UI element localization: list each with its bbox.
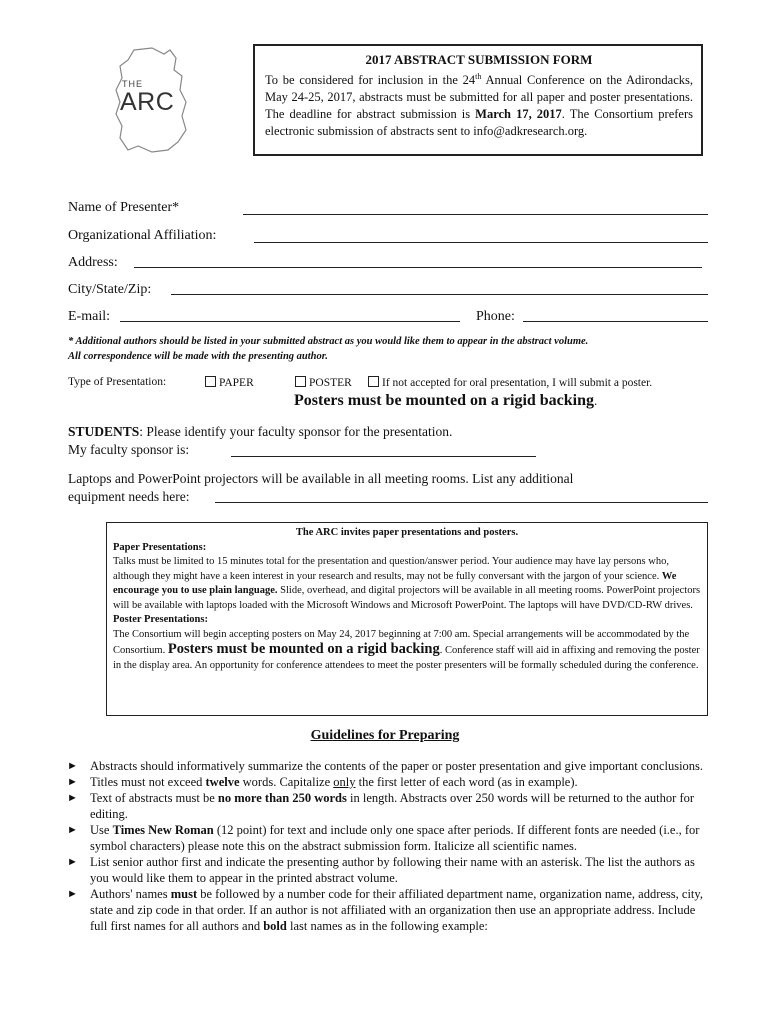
plain-language-note: We encourage you to use plain language. — [113, 570, 677, 596]
header-box — [253, 44, 703, 156]
arrow-icon: ► — [67, 856, 78, 868]
sponsor-field[interactable] — [231, 456, 536, 457]
guideline-item — [66, 886, 706, 934]
guideline-bold: no more than 250 words — [217, 791, 347, 805]
info-title: The ARC invites paper presentations and posters. — [295, 527, 519, 538]
poster-option[interactable] — [295, 376, 352, 389]
poster-presentations-heading: Poster Presentations: — [113, 614, 208, 625]
guidelines-title: Guidelines for Preparing — [310, 728, 460, 743]
name-field[interactable] — [243, 214, 708, 215]
poster-text-b: . Conference staff will aid in affixing and removing the poster in the display area. An opportunity for conference attendees to meet the poster presenters will be formally scheduled during the conference. — [113, 645, 700, 671]
guideline-text: in length. Abstracts over 250 words will be returned to the author for editing. — [90, 791, 695, 821]
phone-field[interactable] — [523, 321, 708, 322]
poster-notice-end: . — [594, 393, 598, 408]
email-label: E-mail: — [68, 309, 110, 324]
guideline-text: be followed by a number code for their affiliated department name, organization name, address, city, state and zip code in that order. If an author is not affiliated with an organization then use an appropriate address. Include full first names for all authors and — [90, 887, 703, 933]
header-text-sup: th — [475, 72, 482, 81]
arrow-icon: ► — [67, 760, 78, 772]
paper-text-b: Slide, overhead, and digital projectors will be available in all meeting rooms. PowerPoint projectors will be available with laptops loaded with the Microsoft Windows and Microsoft PowerPoint. The laptops will have DVD/CD-RW drives. — [113, 585, 701, 611]
oral-fallback-checkbox[interactable] — [368, 376, 379, 387]
paper-option[interactable] — [205, 376, 254, 389]
guideline-text: List senior author first and indicate the presenting author by following their name with an asterisk. The list the authors as you would like them to appear in the printed abstract volume. — [90, 855, 695, 885]
guideline-text: Abstracts should informatively summarize the contents of the paper or poster presentation and give important conclusions. — [90, 759, 704, 773]
students-line — [68, 423, 452, 441]
guideline-text: words. Capitalize — [239, 775, 334, 789]
logo-the: THE — [122, 79, 143, 89]
authors-note-line2: All correspondence will be made with the presenting author. — [68, 351, 328, 362]
guideline-bold: Times New Roman — [112, 823, 214, 837]
header-text-c: . The Consortium prefers electronic submission of abstracts sent to info@adkresearch.org. — [265, 107, 693, 139]
affiliation-field[interactable] — [254, 242, 708, 243]
guideline-text: Titles must not exceed — [90, 775, 206, 789]
arrow-icon: ► — [67, 776, 78, 788]
form-title: 2017 ABSTRACT SUBMISSION FORM — [365, 52, 593, 67]
poster-rigid-backing: Posters must be mounted on a rigid backing — [167, 641, 440, 657]
arrow-icon: ► — [67, 824, 78, 836]
guideline-item — [66, 774, 706, 790]
arc-logo — [112, 46, 190, 154]
paper-text-a: Talks must be limited to 15 minutes total for the presentation and question/answer period. Your audience may have lay persons who, although they might have a keen interest in your research and results, may not be fully conversant with the jargon of your science. — [113, 556, 669, 582]
equipment-field[interactable] — [215, 502, 708, 503]
poster-text-a: The Consortium will begin accepting posters on May 24, 2017 beginning at 7:00 am. Special arrangements will be accommodated by the Consortium. — [113, 628, 690, 656]
city-state-zip-label: City/State/Zip: — [68, 282, 152, 297]
equipment-label: equipment needs here: — [68, 489, 190, 504]
paper-checkbox[interactable] — [205, 376, 216, 387]
address-label: Address: — [68, 255, 118, 270]
logo-arc: ARC — [120, 88, 175, 116]
guideline-bold: bold — [263, 919, 287, 933]
address-field[interactable] — [134, 267, 702, 268]
oral-fallback-label: If not accepted for oral presentation, I will submit a poster. — [382, 377, 653, 389]
guideline-text: Use — [90, 823, 113, 837]
authors-note-line1: * Additional authors should be listed in your submitted abstract as you would like them to appear in the abstract volume. — [68, 336, 589, 347]
presentation-info-box — [106, 522, 708, 716]
guideline-text: the first letter of each word (as in example). — [355, 775, 578, 789]
arrow-icon: ► — [67, 792, 78, 804]
guideline-bold: must — [170, 887, 198, 901]
affiliation-label: Organizational Affiliation: — [68, 228, 217, 243]
paper-presentations-heading: Paper Presentations: — [113, 541, 207, 553]
name-label: Name of Presenter* — [68, 200, 180, 215]
students-bold: STUDENTS — [68, 424, 140, 439]
guideline-bold: twelve — [205, 775, 240, 789]
authors-note — [68, 334, 718, 364]
guideline-text: Text of abstracts must be — [90, 791, 218, 805]
header-text-b: Annual Conference on the Adirondacks, May 24-25, 2017, abstracts must be submitted for all paper and poster presentations. The deadline for abstract submission is — [265, 73, 693, 122]
students-text: : Please identify your faculty sponsor for the presentation. — [139, 424, 453, 439]
poster-notice — [294, 392, 597, 410]
poster-checkbox[interactable] — [295, 376, 306, 387]
deadline: March 17, 2017 — [475, 107, 562, 122]
arrow-icon: ► — [67, 888, 78, 900]
poster-option-label: POSTER — [309, 377, 352, 389]
guideline-underline: only — [333, 775, 356, 789]
guideline-text: Authors' names — [90, 887, 171, 901]
sponsor-label: My faculty sponsor is: — [68, 442, 190, 457]
phone-label: Phone: — [476, 309, 515, 324]
oral-fallback-option[interactable] — [368, 376, 652, 389]
header-text-a: To be considered for inclusion in the 24 — [265, 73, 476, 88]
guideline-item — [66, 758, 706, 774]
presentation-type-label: Type of Presentation: — [68, 376, 167, 388]
poster-notice-text: Posters must be mounted on a rigid backing — [294, 392, 595, 409]
equipment-line1: Laptops and PowerPoint projectors will be available in all meeting rooms. List any additional — [68, 471, 574, 486]
paper-presentations-text — [113, 555, 701, 613]
header-description — [265, 68, 693, 140]
guideline-item — [66, 790, 706, 822]
email-field[interactable] — [120, 321, 460, 322]
guideline-text: (12 point) for text and include only one space after periods. If different fonts are needed (i.e., for symbol characters) please note this on the abstract submission form. Italicize all scientific names. — [90, 823, 700, 853]
guideline-item — [66, 854, 706, 886]
paper-option-label: PAPER — [219, 377, 254, 389]
guideline-text: last names as in the following example: — [286, 919, 488, 933]
guidelines-list — [66, 758, 706, 934]
city-state-zip-field[interactable] — [171, 294, 708, 295]
guideline-item — [66, 822, 706, 854]
poster-presentations-text — [113, 628, 701, 674]
